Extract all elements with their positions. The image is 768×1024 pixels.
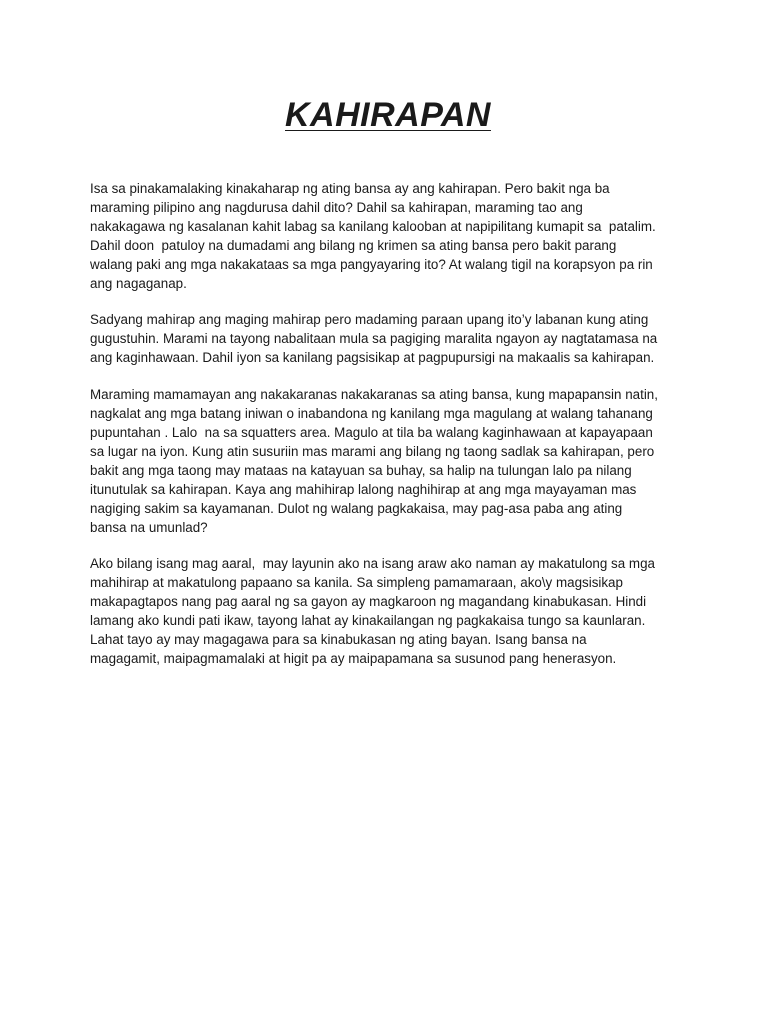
paragraph-4	[90, 555, 690, 668]
text-line: gugustuhin. Marami na tayong nabalitaan mula sa pagiging maralita ngayon ay nagtatamasa na	[90, 331, 658, 347]
paragraph-2	[90, 311, 690, 368]
text-line: lamang ako kundi pati ikaw, tayong lahat ay kinakailangan ng pagkakaisa tungo sa kaunlaran.	[90, 613, 646, 629]
text-line: itunutulak sa kahirapan. Kaya ang mahihirap lalong naghihirap at ang mga mayayaman mas	[90, 481, 637, 497]
document-title: KAHIRAPAN	[285, 96, 491, 134]
paragraph-3	[90, 386, 690, 537]
document-body	[90, 180, 690, 687]
text-line: mahihirap at makatulong papaano sa kanila. Sa simpleng pamamaraan, ako\y magsisikap	[90, 575, 623, 591]
text-line: nagkalat ang mga batang iniwan o inabandona ng kanilang mga magulang at walang tahanang	[90, 406, 653, 422]
text-line: sa lugar na iyon. Kung atin susuriin mas marami ang bilang ng taong sadlak sa kahirapan, pero	[90, 443, 655, 459]
text-line: bakit ang mga taong may mataas na katayuan sa buhay, sa halip na tulungan lalo pa nilang	[90, 462, 632, 478]
text-line: ang kaginhawaan. Dahil iyon sa kanilang pagsisikap at pagpupursigi na makaalis sa kahirapan.	[90, 350, 655, 366]
text-line: Sadyang mahirap ang maging mahirap pero madaming paraan upang ito’y labanan kung ating	[90, 312, 649, 328]
text-line: nagiging sakim sa kayamanan. Dulot ng walang pagkakaisa, may pag-asa paba ang ating	[90, 500, 623, 516]
text-line: walang paki ang mga nakakataas sa mga pangyayaring ito? At walang tigil na korapsyon pa rin	[90, 256, 653, 272]
text-line: bansa na umunlad?	[90, 519, 208, 535]
text-line: Dahil doon patuloy na dumadami ang bilang ng krimen sa ating bansa pero bakit parang	[90, 237, 617, 253]
paragraph-1	[90, 180, 690, 293]
text-line: Isa sa pinakamalaking kinakaharap ng ating bansa ay ang kahirapan. Pero bakit nga ba	[90, 181, 610, 196]
text-line: pupuntahan . Lalo na sa squatters area. Magulo at tila ba walang kaginhawaan at kapayapaan	[90, 424, 653, 440]
text-line: ang nagaganap.	[90, 275, 187, 291]
text-line: Ako bilang isang mag aaral, may layunin ako na isang araw ako naman ay makatulong sa mga	[90, 556, 655, 572]
text-line: nakakagawa ng kasalanan kahit labag sa kanilang kalooban at napipilitang kumapit sa patalim.	[90, 218, 656, 234]
text-line: Lahat tayo ay may magagawa para sa kinabukasan ng ating bayan. Isang bansa na	[90, 632, 587, 648]
text-line: magagamit, maipagmamalaki at higit pa ay maipapamana sa susunod pang henerasyon.	[90, 650, 617, 666]
text-line: maraming pilipino ang nagdurusa dahil dito? Dahil sa kahirapan, maraming tao ang	[90, 199, 583, 215]
text-line: makapagtapos nang pag aaral ng sa gayon ay magkaroon ng magandang kinabukasan. Hindi	[90, 594, 647, 610]
text-line: Maraming mamamayan ang nakakaranas nakakaranas sa ating bansa, kung mapapansin natin,	[90, 387, 658, 403]
